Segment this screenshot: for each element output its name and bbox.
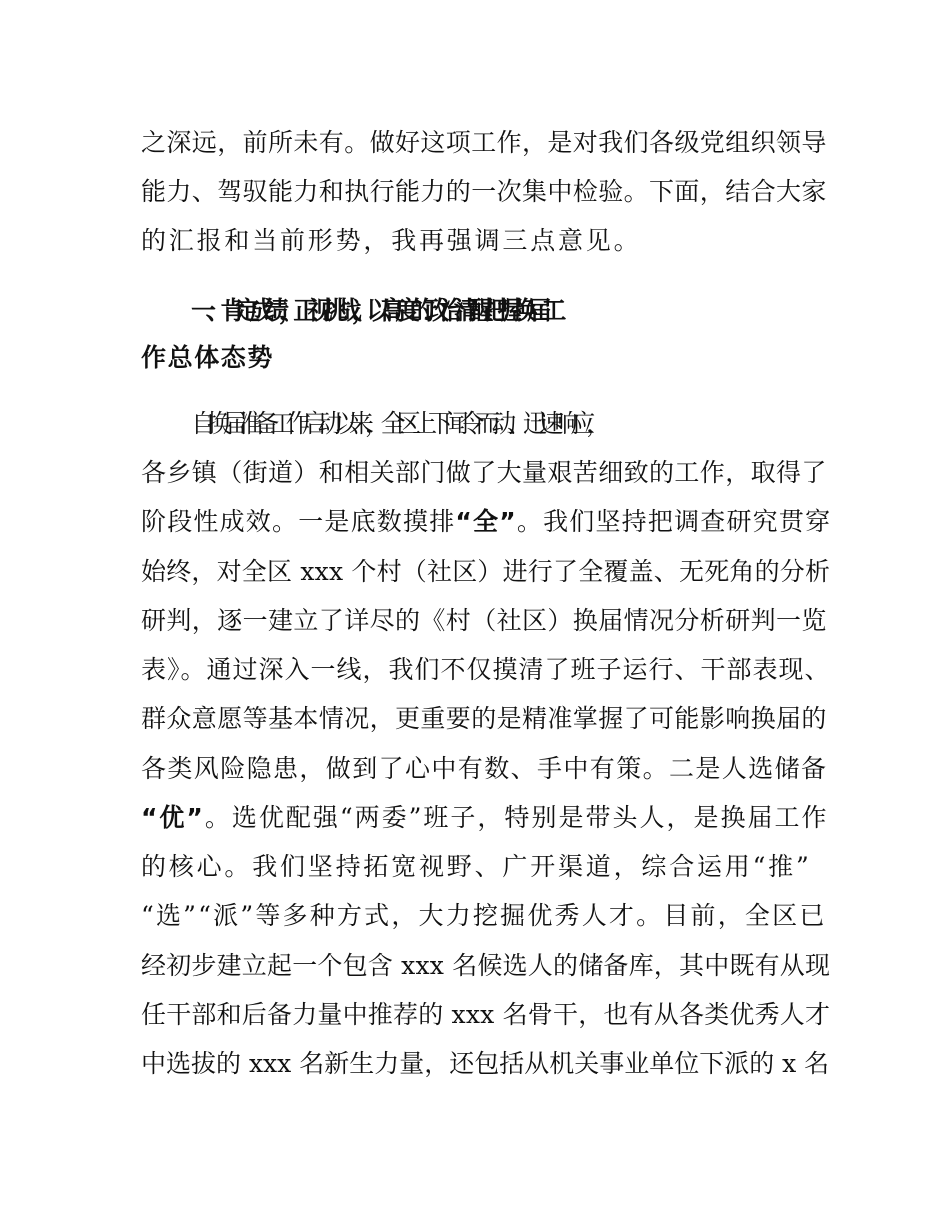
paragraph-line: 表》。通过深入一线，我们不仅摸清了班子运行、干部表现、 [141, 655, 831, 684]
paragraph-line: 之深远，前所未有。做好这项工作，是对我们各级党组织领导 [141, 128, 827, 157]
paragraph-line: 经初步建立起一个包含 xxx 名候选人的储备库，其中既有从现 [141, 951, 831, 980]
paragraph-line: 自换届准备工作启动以来，全区上下闻令而动、迅速响应， [191, 409, 602, 438]
text-run: 。选优配强“两委”班子，特别是带头人，是换届工作 [204, 803, 829, 832]
section-heading: 一、肯定成绩，正视挑战，以高度的政治清醒把握换届工 [191, 296, 557, 325]
paragraph-line: 始终，对全区 xxx 个村（社区）进行了全覆盖、无死角的分析 [141, 557, 831, 586]
paragraph-line: 任干部和后备力量中推荐的 xxx 名骨干，也有从各类优秀人才 [141, 1000, 831, 1029]
paragraph-line: 中选拔的 xxx 名新生力量，还包括从机关事业单位下派的 x 名 [141, 1049, 830, 1078]
paragraph-line: 的汇报和当前形势，我再强调三点意见。 [141, 226, 642, 255]
text-run: 。我们坚持把调查研究贯穿 [516, 507, 832, 536]
paragraph-line: “选”“派”等多种方式，大力挖掘优秀人才。目前，全区已 [141, 901, 827, 930]
paragraph-line: 各乡镇（街道）和相关部门做了大量艰苦细致的工作，取得了 [141, 458, 827, 487]
paragraph-line [141, 507, 831, 537]
paragraph-line: 能力、驾驭能力和执行能力的一次集中检验。下面，结合大家 [141, 177, 827, 206]
paragraph-line: 各类风险隐患，做到了心中有数、手中有策。二是人选储备 [141, 754, 828, 783]
emphasis-text: “全” [455, 507, 517, 536]
section-heading: 作总体态势 [141, 343, 275, 372]
text-run: 阶段性成效。一是底数摸排 [141, 507, 456, 536]
paragraph-line [141, 803, 831, 833]
emphasis-text: “优” [141, 803, 205, 832]
paragraph-line: 研判，逐一建立了详尽的《村（社区）换届情况分析研判一览 [141, 606, 827, 635]
paragraph-line: 的核心。我们坚持拓宽视野、广开渠道，综合运用“推” [141, 852, 812, 881]
paragraph-line: 群众意愿等基本情况，更重要的是精准掌握了可能影响换届的 [141, 704, 827, 733]
